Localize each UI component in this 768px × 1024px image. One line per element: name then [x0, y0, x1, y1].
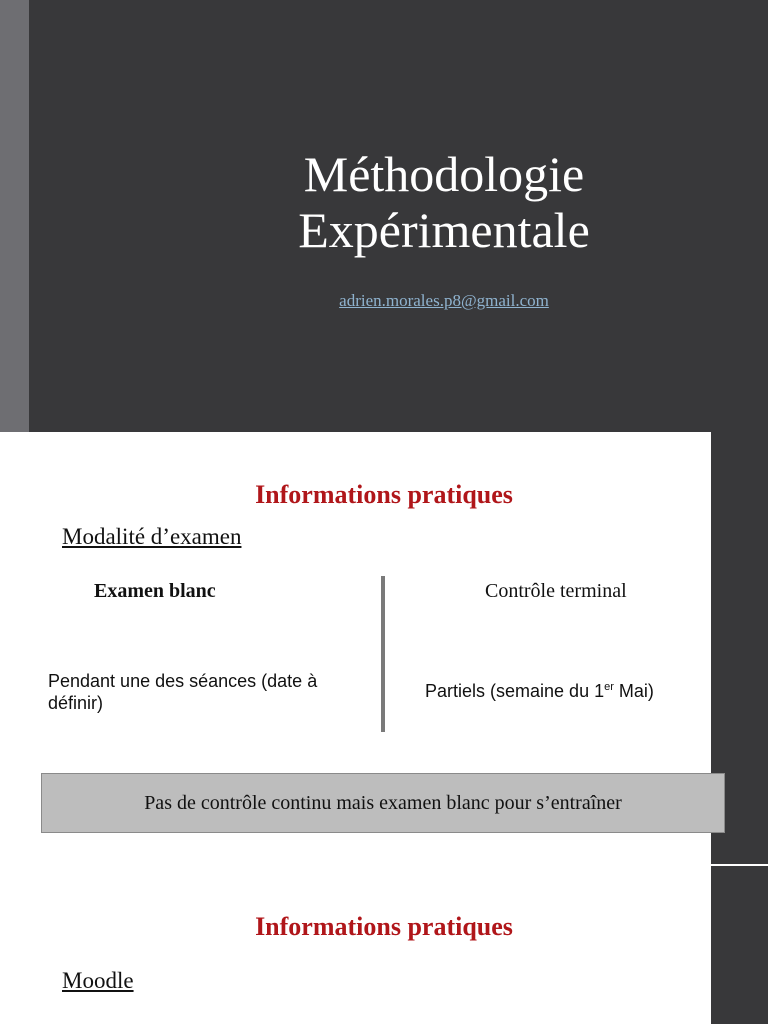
- slide-accent-bar: [0, 0, 29, 432]
- note-box: Pas de contrôle continu mais examen blanc pour s’entraîner: [41, 773, 725, 833]
- moodle-heading: Moodle: [62, 968, 134, 993]
- mock-exam-title: Examen blanc: [94, 580, 216, 602]
- title-line-1: Méthodologie: [303, 146, 585, 202]
- final-exam-text-part1: Partiels (semaine du 1: [425, 681, 605, 701]
- email-link[interactable]: adrien.morales.p8@gmail.com: [339, 291, 549, 310]
- final-exam-text-sup: er: [604, 681, 614, 693]
- section-heading: Informations pratiques: [255, 912, 513, 941]
- title-slide: [0, 0, 768, 432]
- info-slide-exam: [0, 432, 768, 864]
- mock-exam-text: Pendant une des séances (date à définir): [48, 671, 318, 713]
- slide-accent-bar: [711, 866, 768, 1024]
- column-divider: [381, 576, 385, 732]
- final-exam-text: [425, 676, 715, 702]
- section-heading: Informations pratiques: [255, 480, 513, 509]
- exam-modality-heading: Modalité d’examen: [62, 524, 242, 549]
- info-slide-moodle: [0, 866, 768, 1024]
- title-line-2: Expérimentale: [298, 202, 590, 258]
- final-exam-title: Contrôle terminal: [485, 580, 627, 602]
- final-exam-text-part2: Mai): [613, 681, 654, 701]
- presentation-title: [232, 146, 656, 258]
